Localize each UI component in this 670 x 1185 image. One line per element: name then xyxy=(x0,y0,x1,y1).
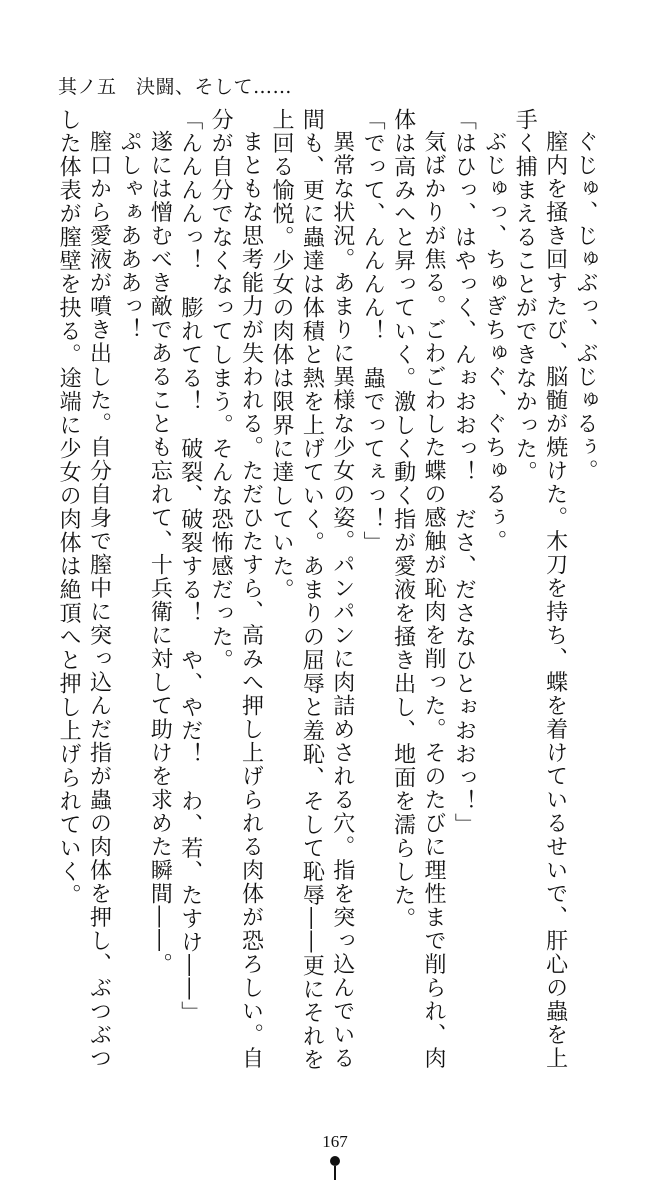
page-footer xyxy=(0,1132,670,1180)
paragraph: 膣内を掻き回すたび、脳髄が焼けた。木刀を持ち、蝶を着けているせいで、肝心の蟲を上手く捕まえることができなかった。 xyxy=(512,108,568,1070)
page-number: 167 xyxy=(322,1132,348,1151)
dialogue-line: 「でって、んんんん！ 蟲でってぇっ！」 xyxy=(360,108,386,555)
chapter-heading: 其ノ五 決闘、そして…… xyxy=(58,76,293,98)
dialogue-line: 「はひっ、はやっく、んぉおおっ！ ださ、ださなひとぉおおっ！」 xyxy=(451,108,477,837)
dialogue-line: 「んんんんっ！ 膨れてる！ 破裂、破裂する！ や、やだ！ わ、若、たすけ――」 xyxy=(177,108,203,1025)
paragraph: 膣口から愛液が噴き出した。自分自身で膣中に突っ込んだ指が蟲の肉体を押し、ぶつぶつした体表が膣壁を抉る。途端に少女の肉体は絶頂へと押し上げられていく。 xyxy=(56,108,112,1070)
paragraph: 遂には憎むべき敵であることも忘れて、十兵衛に対して助けを求めた瞬間――。 xyxy=(147,130,173,976)
main-text xyxy=(40,108,600,1088)
paragraph: 気ばかりが焦る。ごわごわした蝶の感触が恥肉を削った。そのたびに理性まで削られ、肉体は高みへと昇っていく。激しく動く指が愛液を掻き出し、地面を濡らした。 xyxy=(390,108,446,1070)
page-marker-dot-icon xyxy=(330,1156,340,1166)
paragraph: まともな思考能力が失われる。ただひたすら、高みへ押し上げられる肉体が恐ろしい。自分が自分でなくなってしまう。そんな恐怖感だった。 xyxy=(208,108,264,1070)
paragraph: ぶじゅっ、ちゅぎちゅぐ、ぐちゅるぅ。 xyxy=(481,130,507,553)
paragraph: ぐじゅ、じゅぶっ、ぶじゅるぅ。 xyxy=(573,130,598,483)
page-marker-line xyxy=(334,1166,336,1180)
paragraph: 異常な状況。あまりに異様な少女の姿。パンパンに肉詰めされる穴。指を突っ込んでいる間も、更に蟲達は体積と熱を上げていく。あまりの屈辱と羞恥、そして恥辱――更にそれを上回る愉悦。少女の肉体は限界に達していた。 xyxy=(268,108,355,1072)
paragraph: ぷしゃぁあああっ！ xyxy=(116,130,142,342)
